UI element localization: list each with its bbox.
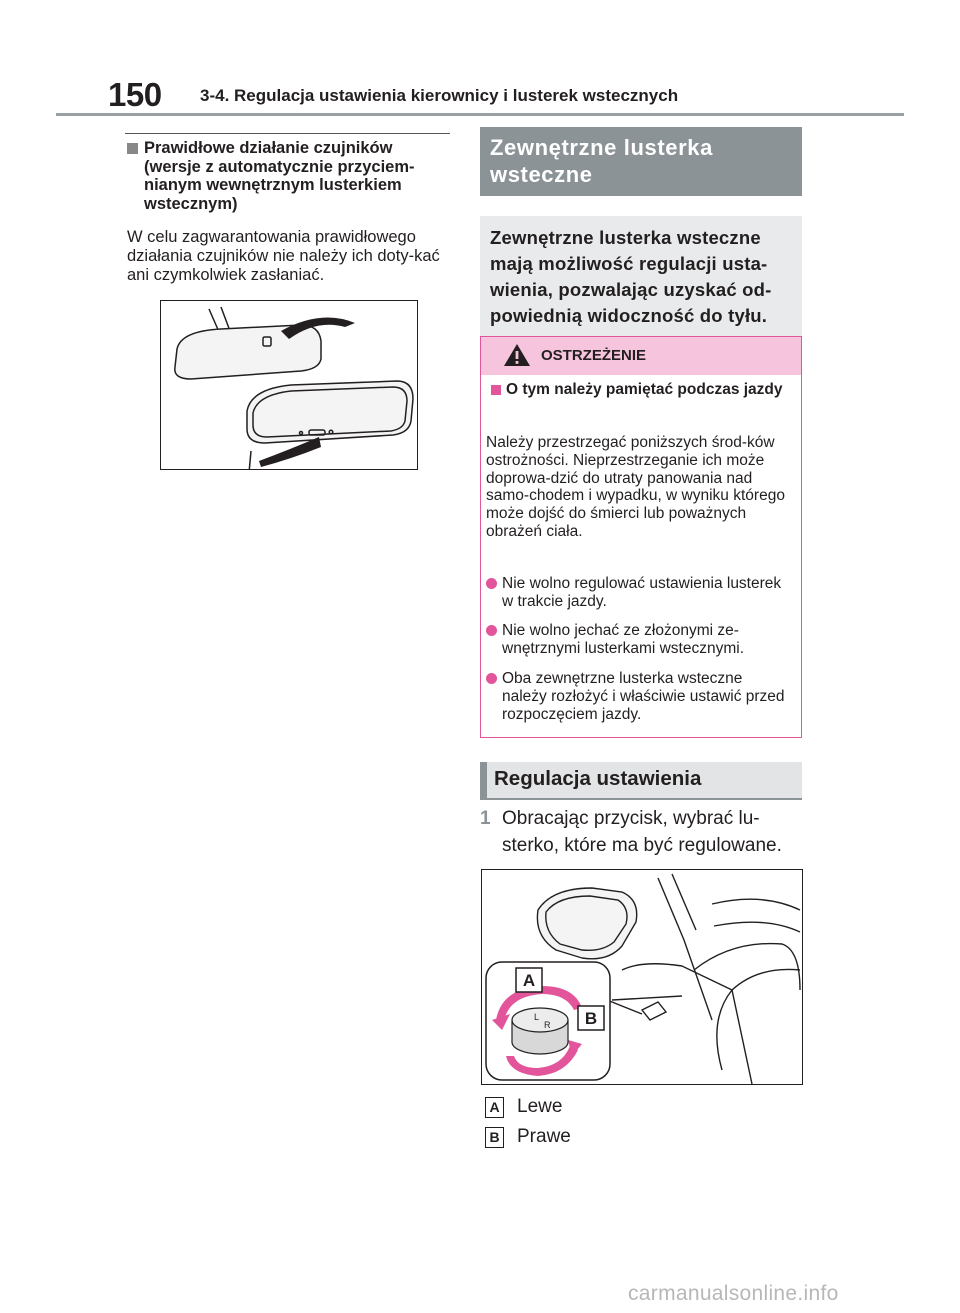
step-number: 1 bbox=[480, 808, 491, 829]
bullet-dot-icon bbox=[486, 625, 497, 636]
warning-header bbox=[481, 337, 801, 375]
banner-accent-bar bbox=[480, 762, 487, 798]
footer-watermark: carmanualsonline.info bbox=[628, 1282, 839, 1305]
section-title-banner bbox=[480, 127, 802, 196]
left-column-rule bbox=[125, 133, 450, 134]
section-title: Zewnętrzne lusterka wsteczne bbox=[490, 135, 713, 187]
legend-label-left: Lewe bbox=[517, 1096, 563, 1117]
sensor-heading bbox=[127, 139, 452, 213]
mirror-sensor-figure bbox=[160, 300, 418, 470]
warning-title: OSTRZEŻENIE bbox=[541, 347, 647, 364]
mirror-switch-illustration-icon bbox=[482, 870, 802, 1084]
warning-heading-text: O tym należy pamiętać podczas jazdy bbox=[506, 381, 783, 398]
running-head: 3-4. Regulacja ustawienia kierownicy i lusterek wstecznych bbox=[200, 86, 679, 105]
regulation-title: Regulacja ustawienia bbox=[494, 767, 702, 790]
legend-key-b: B bbox=[485, 1127, 504, 1148]
step-text: Obracając przycisk, wybrać lu-sterko, które ma być regulowane. bbox=[502, 808, 782, 856]
warning-body: Należy przestrzegać poniższych środ-ków ostrożności. Nieprzestrzeganie ich może doprowa-dzić do utraty panowania nad samo-chodem i wypadku, w wyniku którego może dojść do śmierci lub poważnych obrażeń ciała. bbox=[486, 434, 785, 540]
figure-label-a: A bbox=[522, 971, 536, 990]
warning-triangle-icon bbox=[503, 342, 531, 368]
warning-bullet bbox=[486, 622, 791, 658]
svg-text:L: L bbox=[534, 1012, 540, 1022]
warning-bullet bbox=[486, 575, 791, 611]
header-rule bbox=[56, 113, 904, 116]
warning-heading bbox=[491, 381, 791, 399]
figure-label-b: B bbox=[584, 1009, 598, 1028]
square-bullet-icon bbox=[491, 385, 501, 395]
warning-bullet-text: Nie wolno regulować ustawienia lusterek w trakcie jazdy. bbox=[502, 575, 782, 610]
sensor-body: W celu zagwarantowania prawidłowego działania czujników nie należy ich doty-kać ani czymkolwiek zasłaniać. bbox=[127, 228, 440, 284]
warning-bullet bbox=[486, 670, 791, 723]
bullet-dot-icon bbox=[486, 578, 497, 589]
intro-box bbox=[480, 216, 802, 343]
bullet-dot-icon bbox=[486, 673, 497, 684]
regulation-banner bbox=[480, 762, 802, 800]
svg-text:R: R bbox=[544, 1020, 551, 1030]
legend-label-right: Prawe bbox=[517, 1126, 571, 1147]
legend-item-right bbox=[485, 1127, 685, 1151]
warning-bullet-text: Nie wolno jechać ze złożonymi ze-wnętrznymi lusterkami wstecznymi. bbox=[502, 622, 745, 657]
step-1 bbox=[480, 805, 802, 859]
rearview-mirror-icon bbox=[161, 301, 417, 469]
warning-box bbox=[480, 336, 802, 738]
page-number: 150 bbox=[108, 76, 162, 113]
legend-key-a: A bbox=[485, 1097, 504, 1118]
warning-bullet-text: Oba zewnętrzne lusterka wsteczne należy rozłożyć i właściwie ustawić przed rozpoczęciem jazdy. bbox=[502, 670, 785, 723]
sensor-heading-text: Prawidłowe działanie czujników (wersje z automatycznie przyciem-nianym wewnętrznym lusterkiem wstecznym) bbox=[144, 139, 415, 213]
legend-item-left bbox=[485, 1097, 685, 1121]
square-bullet-icon bbox=[127, 143, 138, 154]
mirror-switch-figure bbox=[481, 869, 803, 1085]
intro-text: Zewnętrzne lusterka wsteczne mają możliwość regulacji usta-wienia, pozwalając uzyskać od-powiednią widoczność do tyłu. bbox=[490, 227, 772, 326]
